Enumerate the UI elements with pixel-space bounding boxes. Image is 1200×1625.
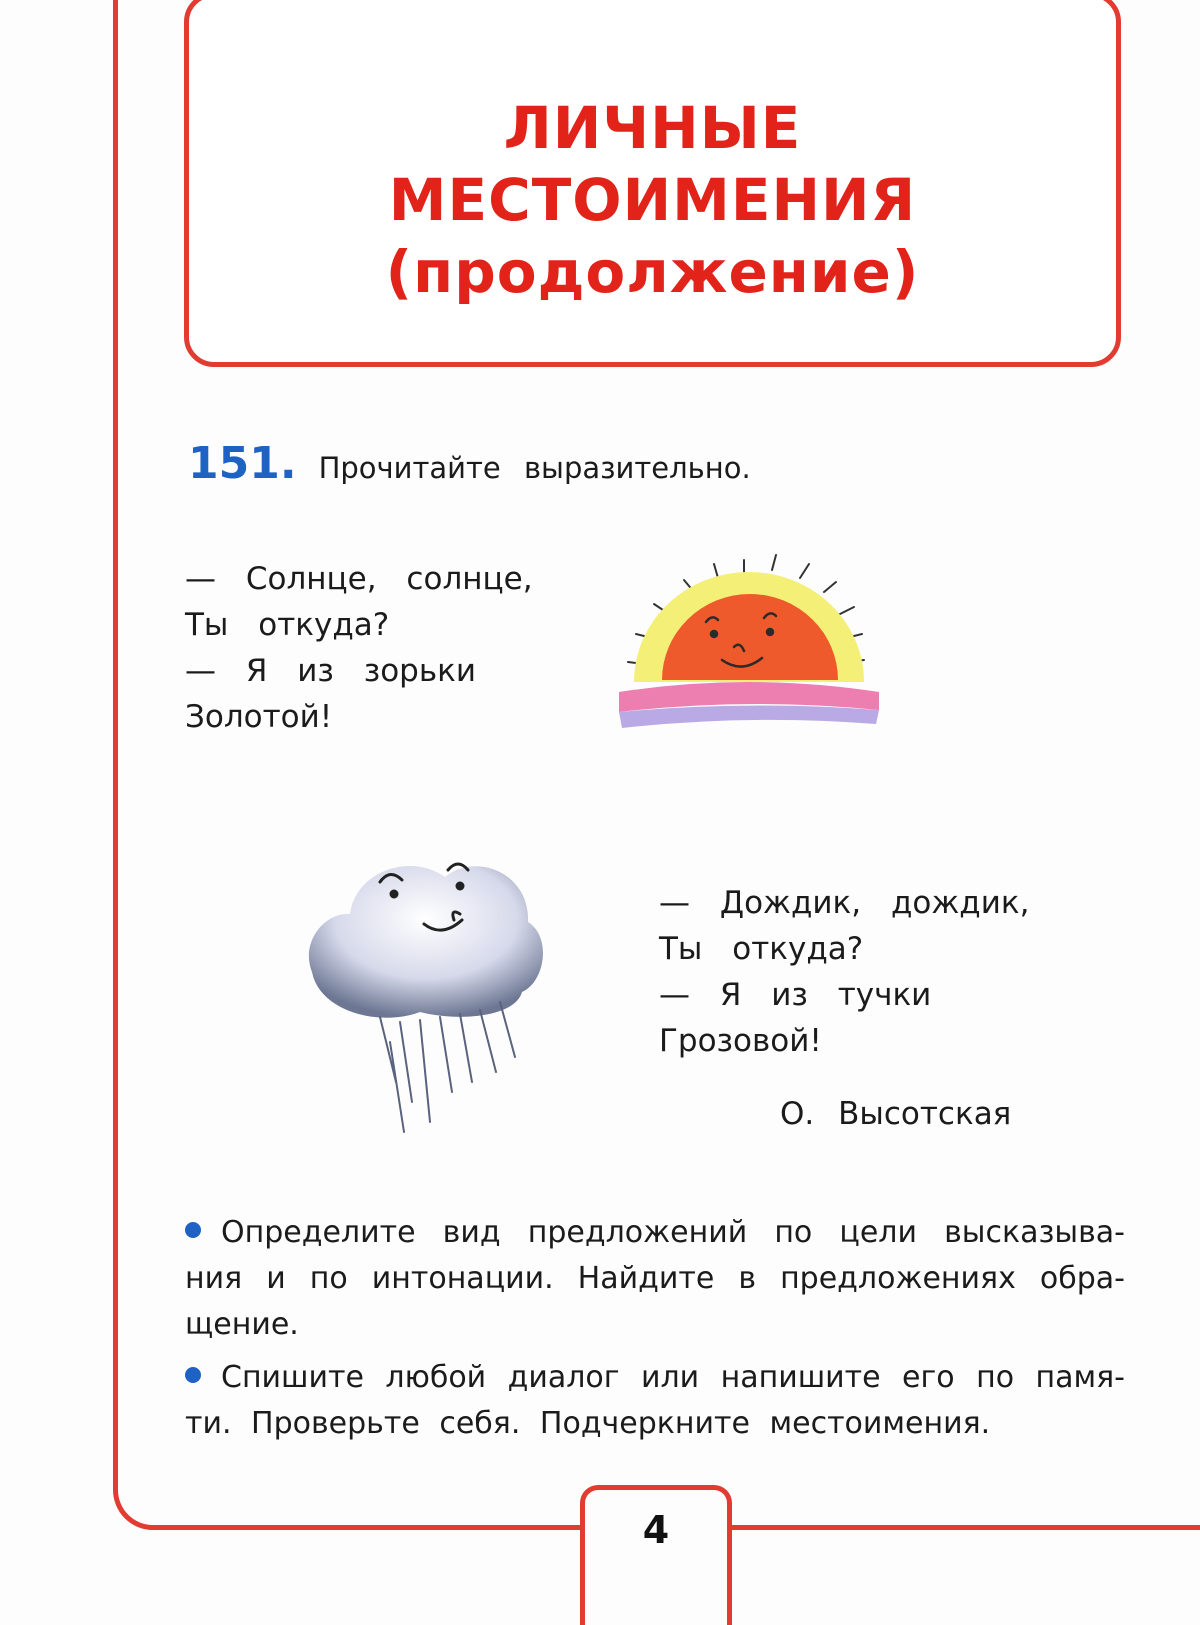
title-line-3: (продолжение)	[385, 237, 920, 306]
page-number-tab	[580, 1485, 732, 1625]
verse-line: Золотой!	[185, 699, 333, 735]
dawn-band-blue	[619, 705, 879, 728]
verse-rain	[659, 880, 1029, 1064]
cloud-body	[309, 866, 543, 1018]
bullet-icon	[185, 1222, 201, 1238]
rain-drops	[380, 1002, 515, 1132]
sun-illustration	[614, 552, 884, 752]
verse-line: — Я из зорьки	[185, 653, 477, 689]
verse-line: Ты откуда?	[185, 607, 390, 643]
verse-line: — Я из тучки	[659, 977, 932, 1013]
exercise-item	[185, 1210, 1125, 1348]
verse-line: Ты откуда?	[659, 931, 864, 967]
poem-author: О. Высотская	[780, 1096, 1012, 1132]
page-frame-left	[113, 0, 153, 1530]
exercise-text: Спишите любой диалог или напишите его по памяти. Проверьте себя. Подчеркните местоимения.	[185, 1360, 1125, 1441]
task-heading	[188, 438, 751, 489]
verse-line: — Дождик, дождик,	[659, 885, 1030, 921]
cloud-illustration	[300, 842, 550, 1142]
page-number: 4	[642, 1508, 670, 1552]
exercise-text: Определите вид предложений по цели высказывания и по интонации. Найдите в предложениях обращение.	[185, 1215, 1125, 1342]
title-line-2: МЕСТОИМЕНИЯ	[388, 165, 917, 234]
bullet-icon	[185, 1367, 201, 1383]
title-line-1: ЛИЧНЫЕ	[503, 93, 802, 162]
verse-sun	[185, 556, 533, 740]
task-instruction: Прочитайте выразительно.	[318, 451, 751, 485]
verse-line: Грозовой!	[659, 1023, 822, 1059]
title-box	[184, 0, 1121, 367]
verse-line: — Солнце, солнце,	[185, 561, 533, 597]
exercise-item	[185, 1355, 1125, 1447]
task-number: 151.	[188, 438, 297, 489]
